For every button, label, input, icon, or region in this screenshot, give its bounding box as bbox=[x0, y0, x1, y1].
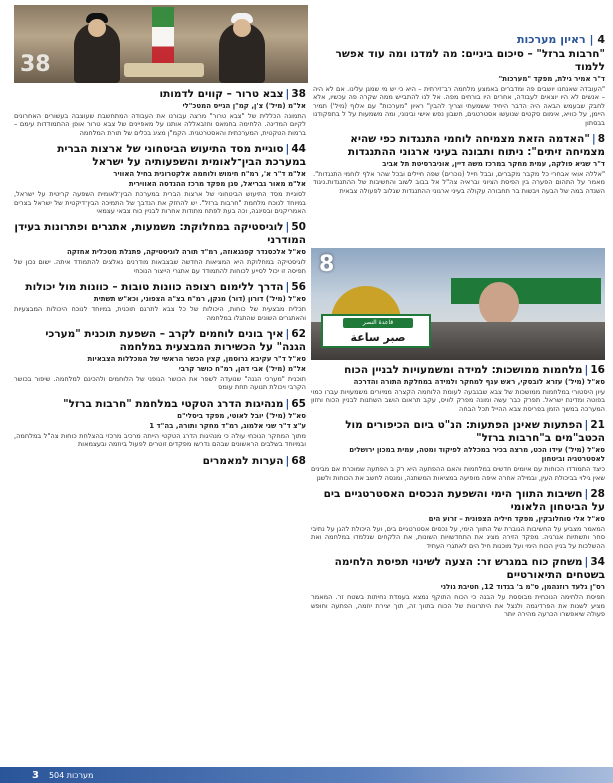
head-right-graphic bbox=[233, 19, 251, 37]
entry-title bbox=[311, 488, 605, 514]
entry-summary: תוכנית "מערכי הגנה" שנועדה לשפר את הכושר הגופני של הלוחמים ולהכינם למלחמה. שיפור בכושר הקרבי ויכולת תנועה תחת עומס bbox=[14, 375, 306, 392]
toc-entry[interactable] bbox=[311, 556, 605, 618]
entry-title bbox=[14, 455, 306, 468]
toc-entry[interactable] bbox=[14, 88, 306, 137]
green-flag-graphic bbox=[451, 278, 601, 304]
toc-entry[interactable] bbox=[14, 455, 306, 468]
toc-right-column-lower bbox=[311, 364, 605, 624]
page-footer bbox=[0, 767, 613, 783]
entry-title bbox=[14, 281, 306, 294]
entry-summary: "העובדה שאנחנו יושבים פה ומדברים באמצע מלחמה רב־זירתית – היא כי יש מי שמגן עלינו. אם לא היה – אנשים לא היו יוצאים לעבודה, אחרים היו בורחים מפה. אל לנו להתבייש ממה שקרה פה עכשיו, אלא לחבק שבעמש הבאה היה הדבר היחיד ששמעתי וצריך להבין" ראיון "מערכות" עם אלוף (מיל') תמיר היימן, על כוויא, אימום סקטים שנועשו אסטרטגים, חשבון נפש אישי ובינוני, ומה משמעות על ל בתפקודנו בבסתון bbox=[313, 85, 605, 127]
entry-summary: המאמר מצביע על החשיבות הגוברת של התווך הימי, על נכסים אסטרטגיים בים, ועל היכולת להגן על נתיבי סחר ותשתיות אנרגיה. מפקד הזירה מציג את התחדשויות השונות, את הלקחים שנלמדו במלחמה ואת ההשלכות על בניין הכוח הימי ועל מוכנות חיל הים לאתגרי העתיד bbox=[311, 525, 605, 550]
banner-graphic bbox=[321, 314, 431, 348]
photo-page-number: 8 bbox=[319, 252, 335, 277]
toc-entry[interactable] bbox=[14, 281, 306, 322]
section-separator: | bbox=[589, 33, 594, 46]
entry-separator: | bbox=[591, 133, 596, 146]
entry-separator: | bbox=[584, 488, 589, 501]
entry-separator: | bbox=[285, 397, 290, 410]
entry-page-number: 62 bbox=[291, 328, 306, 341]
footer-page-number: 3 bbox=[32, 769, 39, 781]
entry-title-text: איך בונים לוחמים לקרב – השפעת תוכנית "מערכי הגנה" על הכשירות המבצעית במלחמה bbox=[45, 328, 306, 354]
entry-author: רס"ן גלעד רוזנהמן, ס"מ ב' בגדוד 12, חטיבת גולני bbox=[440, 583, 605, 592]
iran-flag-graphic bbox=[152, 7, 174, 67]
entry-author: ד"ר שגיא פולקה, עמית מחקר במרכז משה דיין, אוניברסיטת תל אביב bbox=[382, 160, 605, 169]
entry-title bbox=[311, 556, 605, 582]
toc-left-column bbox=[14, 88, 306, 474]
entry-separator: | bbox=[285, 221, 290, 234]
entry-title-text: חשיבות התווך הימי והשפעת הנכסים האסטרטגיים בים על הביטחון הלאומי bbox=[323, 488, 605, 514]
entry-title-text: לוגיסטיקה במחלוקת: משמעות, אתגרים ופתרונות בעידן המודרני bbox=[14, 221, 306, 247]
section-header bbox=[313, 33, 605, 46]
entry-author: אל"מ ד"ר א', רמ"ח חימוש ולוחמה אלקטרונית בחיל האוויר bbox=[113, 170, 306, 179]
entry-separator: | bbox=[285, 143, 290, 156]
entry-page-number: 28 bbox=[590, 488, 605, 501]
entry-title-text: מלחמות ממושכות: למידה ומשמעויות לבניין הכוח bbox=[344, 364, 583, 376]
entry-author: סא"ל אלכסנדר קפנגאוזה, רמ"ד תורה לוגיסטיקה, פתנלת מטכלית אחזקה bbox=[67, 248, 306, 257]
photo-leaders-meeting bbox=[14, 5, 308, 83]
entry-title-text: מנהיגות הדרג הטקטי במלחמת "חרבות ברזל" bbox=[63, 397, 284, 410]
entry-author: סא"ל אלי סוחלובקין, מפקד חיליה הצפונית – זרוע הים bbox=[428, 515, 605, 524]
photo-page-number: 38 bbox=[20, 52, 51, 77]
toc-entry[interactable] bbox=[311, 488, 605, 550]
entry-page-number: 50 bbox=[291, 221, 306, 234]
entry-title bbox=[14, 88, 306, 101]
entry-author-second: ע"צ ד"ר שני אלמוג, רמ"ד מחקר ותורה, בה"ד 1 bbox=[149, 421, 306, 430]
entry-page-number: 38 bbox=[291, 88, 306, 100]
entry-title bbox=[14, 398, 306, 411]
entry-author: סא"ל (מיל') עידו הכט, מרצה בכיר במכללה לפיקוד ומטה, עמית במכון ירושלים לאסטרטגיה וביטחון bbox=[349, 446, 605, 464]
entry-title-text: "חרבות ברזל" – סיכום ביניים: מה למדנו ומה עוד אפשר ללמוד bbox=[335, 48, 605, 73]
entry-page-number: 8 bbox=[597, 133, 605, 146]
banner-main-text: صبر ساعة bbox=[350, 331, 406, 344]
entry-separator: | bbox=[584, 556, 589, 569]
entry-summary: לסוגיית מסד התיעוש הביטחוני של ארצות הברית במערכת הבין־לאומית השפעה קריטית על ישראל, במיוחד לנוכח מלחמת "חרבות ברזל". יש להחזק את הנדבך של התמיכה הבין־דיקטית של ישראל בצרים האמריקנים ובסינגה, וכה בעת לפתח מתודות אחרות לבניין כוח צבאי עצמאי bbox=[14, 190, 306, 216]
portrait-graphic bbox=[479, 282, 519, 326]
entry-summary: תכלית מבצעית של כוחות, היכולות של כל צבא לתרגם תוכנית, במיוחד לנוכח היכולות המבצעיות והאתגרים השונים שהתגלו במלחמה bbox=[14, 305, 306, 322]
entry-page-number: 21 bbox=[590, 419, 605, 432]
table-graphic bbox=[124, 63, 204, 77]
entry-title bbox=[313, 133, 605, 159]
toc-entry[interactable] bbox=[311, 364, 605, 413]
entry-separator: | bbox=[285, 328, 290, 341]
entry-page-number: 56 bbox=[291, 281, 306, 294]
entry-separator: | bbox=[285, 454, 290, 467]
entry-title-text: הפתעות שאינן הפתעות: הנ"ט ביום הכיפורים מול הכטב"מים ב"חרבות ברזל" bbox=[345, 419, 605, 445]
photo-rally bbox=[311, 248, 605, 360]
entry-separator: | bbox=[285, 281, 290, 294]
entry-title-text: צבא טרור – קווים לדמותו bbox=[159, 88, 284, 100]
entry-author: ד"ר אמיר גילת, מפקד "מערכות" bbox=[498, 75, 605, 83]
entry-title-text: "האדמה הזאת מצמיחה לוחמי התנגדות כפי שהיא מצמיחה זיתים": ניתוח ותבונה בעיני ארגוני ההתנגדות bbox=[347, 133, 605, 159]
entry-summary: עיון היסטורי במלחמות ממושכות של צבא שבגבעה לעומת הלוחמה הקצרה ממיורים משמעויות עברו כמוי בפוטה ומדינת ישראל. תפרק כבר עשה ומונה מפרק לוויס, עקב תראום הושב השתנות לבניין הכוח וחזון המערכה במשך הזמן בפריסת צבא ההייל תכל הבחה bbox=[311, 388, 605, 413]
entry-page-number: 16 bbox=[590, 364, 605, 376]
toc-entry[interactable] bbox=[14, 221, 306, 275]
entry-title bbox=[313, 48, 605, 74]
entry-title bbox=[311, 419, 605, 445]
entry-page-number: 34 bbox=[590, 556, 605, 569]
entry-summary: כיצד התמודדו הכוחות עם איומים חדשים במלחמות והאם ההפתעה היא רק ב הפתעה שמוכרת אם מבינים שאין גילוי בביכולת העין, ובמילה אחרה איפה מופיעה במציאות המשתנה, ומנסה לחשב את הכוחות ולשנן bbox=[311, 465, 605, 482]
toc-entry[interactable] bbox=[14, 398, 306, 449]
entry-author: סא"ל ד"ר עקיבא גרוסמן, קצין הכשר הראשי של המכללות הצבאיות bbox=[87, 355, 306, 364]
toc-right-column bbox=[313, 33, 605, 201]
entry-author: סא"ל (מיל') דורון (דור) מנקן, רמ"ח בצ"ה הצפוני, וכא"ש תשתית bbox=[93, 295, 306, 304]
entry-title bbox=[14, 143, 306, 169]
entry-author: אל"מ (מיל') צ'ן, קמ"ן הגייס המטכ"לי bbox=[182, 102, 306, 110]
entry-author: סא"ל (מיל') עזרא לובסקי, ראש ענף למחקר ולמידה במחלקת התורה והדרכה bbox=[353, 378, 605, 386]
toc-entry[interactable] bbox=[14, 328, 306, 392]
toc-entry[interactable] bbox=[14, 143, 306, 215]
toc-entry[interactable] bbox=[311, 419, 605, 482]
entry-title bbox=[14, 328, 306, 354]
toc-entry[interactable] bbox=[313, 48, 605, 127]
section-title: ראיון מערכות bbox=[516, 33, 586, 46]
banner-top-text: قاعدة النصر bbox=[343, 318, 413, 328]
entry-summary: התמונה הכללית של "צבא טרור" מרצה עבורנו את העבודה המתחשבת שעוצבה בעשורים האחרונים לקיום המדינה. הלחימה בחמאס וחזבאללה אותנו על מאפיינים של צבא טרור אופן ההתמודדות עימם – ברמות הטקטית, המערכתית והאסטרטגית. הקמ"ן מציג בכלים של תורת המלחמה bbox=[14, 112, 306, 137]
entry-title bbox=[311, 364, 605, 377]
entry-title-text: הערות למאמרים bbox=[202, 454, 284, 467]
section-page-number: 4 bbox=[597, 33, 605, 46]
entry-separator: | bbox=[584, 419, 589, 432]
entry-title bbox=[14, 221, 306, 247]
entry-summary: מתוך המחקר הנוכחי עולה כי מנהיגות הדרג הטקטי הייתה מרכיב מרכזי בהצלחת כוחות צה"ל במלחמה, ובמיוחד בשלבים הראשונים שבהם נדרשו מפקדים זוטרים לפעול ביוזמה ובעצמאות bbox=[14, 431, 306, 449]
entry-author-second: אל"מ מאור גבריאל, סגן מפקד מרכז ההנדסה האווירית bbox=[128, 180, 306, 189]
entry-author-second: אל"מ (מיל') אבי דהן, רמ"ח כושר קרבי bbox=[178, 365, 306, 374]
footer-issue-label: מערכות 504 bbox=[48, 770, 94, 780]
entry-title-text: סוגיית מסד התיעוש הביטחוני של ארצות הברית במערכת הבין־לאומית והשפעותיה על ישראל bbox=[57, 143, 306, 169]
entry-separator: | bbox=[584, 364, 589, 376]
head-left-graphic bbox=[88, 19, 106, 37]
entry-author: סא"ל (מיל') יובל לאוטי, מפקד ביסלי"ם bbox=[177, 411, 306, 420]
entry-summary: תפיסת הלחימה הנוכחית מבוססת על הבנה כי הכוח התוקף נמצא בעמדת נחיתות בשטח זר. המאמר מציע לשנות את הפרדיגמה ולנצל את היתרונות של הכוח בתווך זה, תוך יצירת יוזמה, הפתעה וחופש פעולה שיאפשרו הכרעה מהירה יותר bbox=[311, 593, 605, 619]
entry-page-number: 65 bbox=[291, 397, 306, 410]
entry-summary: לוגיסטיקה במחלוקת היא המציאות החדשה שבצבאות מודרנים נאלצים להתמודד איתה. ישום נכון של תפיסה זו יכול לסייע לכוחות להתמודד עם אתגרי הייצור הנוכחי bbox=[14, 258, 306, 275]
entry-separator: | bbox=[285, 88, 290, 100]
entry-page-number: 44 bbox=[291, 143, 306, 156]
toc-entry[interactable] bbox=[313, 133, 605, 195]
entry-title-text: הדרך ללימום רצופה כוונות טובות – כוונות מול יכולות bbox=[25, 281, 284, 294]
entry-summary: "אללה אואי אבחרי כל מקבר מקברים, ובבל חייל (נוכרים) שפה חיילים ובכל שהר אלף לוחמי התנגדות". מאמר על התהום הפערה בין הפיסת הציוני ובראיה צה"ל אל בבוב לשוב והחשיבות של ההתנגדות.ניגוד השנדה במה של הבעה ויבשות בר תחבורה עקולה בעיני ארגוני ההתנגדות שגלוב לפעולה צבאית bbox=[313, 170, 605, 195]
entry-page-number: 68 bbox=[291, 454, 306, 467]
entry-title-text: משחק כוח במגרש זר: הצעה לשינוי תפיסת הלחימה בשטחים התיאורטיים bbox=[334, 556, 605, 582]
